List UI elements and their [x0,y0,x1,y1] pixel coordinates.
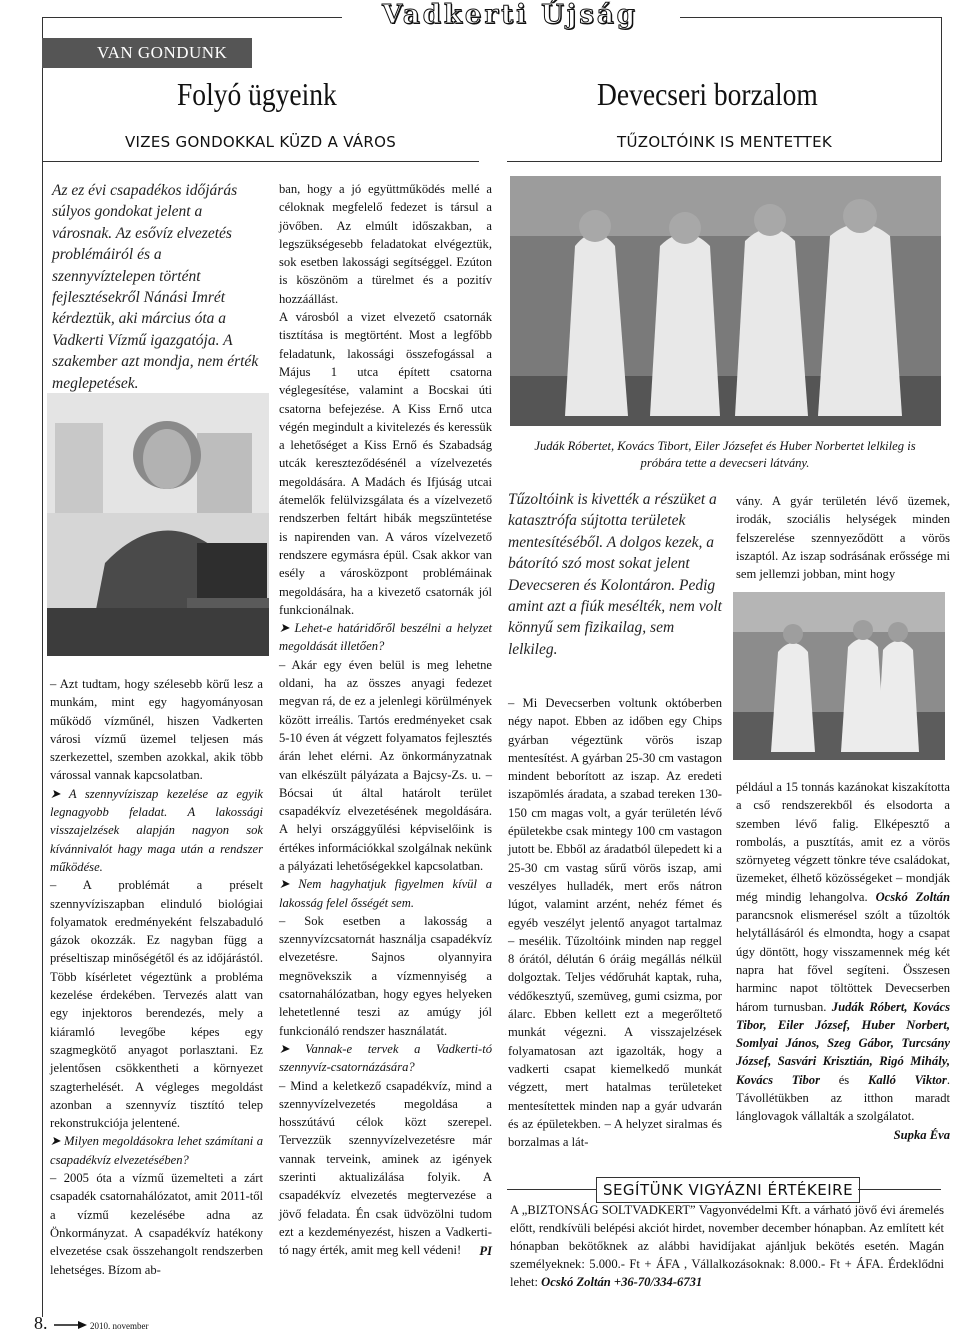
col2-question-2: ➤ Nem hagyhatjuk figyelmen kívül a lakosság felel ősségét sem. [279,877,492,910]
col1-question-1: ➤ A szennyvíziszap kezelése az egyik legnagyobb feladat. A lakossági visszajelzések alapján nagyon sok kívánnivalót hagy maga után a rendszer működése. [50,786,263,874]
right-kicker: TŰZOLTÓINK IS MENTETTEK [617,133,833,151]
notice-text: A „BIZTONSÁG SOLTVADKERT” Vagyonvédelmi Kft. a várható jövő évi áremelés előtt, rendkívüli belépési akciót hirdet, november december hónapban. Az említett két hónapban bekötőknek az alábbi havidíjakat ajánljuk bekötés esetén. Magán személyeknek: 5.000.- Ft + ÁFA , Vállalkozásoknak: 8.000.- Ft + ÁFA. Érdeklődni lehet: [510,1203,944,1289]
footer-arrow-icon [54,1320,88,1330]
col2-para-2: A városból a vizet elvezető csatornák tisztítása is megtörtént. Most a legfőbb feladatunk, lakossági összefogással a Május 1 utca épített csatorna véglegesítése, valamint a Bocskai úti csatorna befejezése. A Kiss Ernő utca végén megindult a kivitelezés és keressük a lehetőséget a Kiss Ernő és Szabadság utcák kereszteződésénél a vízelvezetés megoldására. A Madách és Ifjúság utcai átemelők felülvizsgálata és a vízelvezető rendszerben feltárt hibák megszüntetése is napirenden van. A város vízelvezető rendszere egymásra épül. Csak akkor van esély a városközpont problémáinak megoldására, ha a kivezető csatornák jól funkcionálnak. [279,310,492,617]
right-article-col4-top: vány. A gyár területén lévő üzemek, irodák, szociális helységek minden felszerelése szennyeződött a vörös iszaptól. Az iszap sodrásának erőssége mi sem jellemzi jobban, mint hogy [736,494,950,582]
col4-names-team: Judák Róbert, Kovács Tibor, Eiler József, Huber Norbert, Somlyai János, Szeg Gábor, Turcsány József, Sasvári Krisztián, Rigó Mihály, Kovács Tibor [736,999,950,1087]
col1-para-1: – Azt tudtam, hogy szélesebb körű lesz a munkám, mint egy hagyományosan működő vízműnél, hiszen Vadkerten városi vízmű üzemel teljesen más szerkezettel, szemben azokkal, akik több várossal vannak kapcsolatban. [50,677,263,783]
col2-question-1: ➤ Lehet-e határidőről beszélni a helyzet megoldását illetően? [279,621,492,654]
notice-contact: Ocskó Zoltán +36-70/334-6731 [541,1275,703,1289]
left-header-rule [42,161,479,162]
col2-para-4: – Sok esetben a lakosság a szennyvízcsatornát használja csapadékvíz elvezetésre. Sajnos olyannyira megnövekszik a vízmennyiség a csatornahálózatban, hogy egyes helyeken lehetetlenné teszi az amúgy jól funkcionáló rendszer használatát. [279,913,492,1038]
right-signature: Supka Éva [893,1127,950,1142]
left-article-col1 [50,675,263,1279]
top-rule-left [42,17,342,18]
cleanup-photo-image [733,592,945,760]
portrait-photo-image [47,393,269,656]
col4-bottom-text: például a 15 tonnás kazánokat kiszakította a cső rendszerekből és elsodorta a szemben lévő falig. Elképesztő a rombolás, a pusztítás, amit ez a vörös szörnyeteg végzett tönkre téve családokat, üzemeket, élhető közösségeket – mondják még mindig lehangolva. [736,780,950,904]
right-article-col4-bottom [736,778,950,1144]
firefighters-photo-image [510,176,941,426]
left-lead: Az ez évi csapadékos időjárás súlyos gondokat jelent a városnak. Az esővíz elvezetés problémáiról és a szennyvíztelepen történt fejlesztésekről Nánási Imrét kérdeztük, aki március óta a Vadkerti Vízmű igazgatója. A szakember azt mondja, nem érték meglepetések. [52,182,259,392]
col4-and: és [838,1072,850,1087]
col2-question-3: ➤ Vannak-e tervek a Vadkerti-tó szennyvíz-csatornázására? [279,1041,492,1075]
cleanup-photo [733,592,945,760]
left-signature: PI [479,1243,492,1258]
col2-para-3: – Akár egy éven belül is meg lehetne oldani, ha az összes anyagi fedezet megvan rá, de ez a jelenlegi körülmények között irreális. Tartós eredményeket csak 5-10 éven át végzett folyamatos fejlesztés árán lehet elérni. Az önkormányzatnak van elkészült pályázata a Bajcsy-Zs. u. – Bócsai út által határolt terület csapadékvíz elvezetésének megoldására. A helyi országgyűlési képviselőink is értékes információkkal szolgálnak nekünk a pályázati lehetőségekkel kapcsolatban. [279,657,492,873]
col4-mid-text: parancsnok elismerésel szólt a tűzoltók helytállásáról és elmondta, hogy a csapat úgy döntött, hogy visszamennek még két napra hat fővel segíteni. Összesen harminc napot töltöttek Devecserben három turnusban. [736,908,950,1014]
right-article-col3: – Mi Devecserben voltunk októberben négy napot. Ebben az időben egy Chips gyárban végeztünk vörös iszap mentesítést. A gyárban 25-30 cm vastagon mindent beborított az iszap. Az eredeti iszapömlés áradata, a szabad tereken 130-150 cm magas volt, a gyár területén lévő épületekbe csak mintegy 100 cm vastagon jutott be. Ebből az áradatból ülepedett ki a 25-30 cm vastag sűrű vörös iszap, ami veszélyes hulladék, mert erős nátron lúgot, valamint arzént, nehéz fémet és egyéb veszélyt jelentő anyagot tartalmaz – mesélik. Tűzoltóink minden nap reggel 8 órától, délután 6 óráig megállás nélkül dolgoztak. Teljes védőruhát kaptak, ruha, védőkesztyű, szemüveg, gumi csizma, por álarc. Ebben kellett ezt a megerőltető munkát végezni. A visszajelzések folyamatosan azt igazolták, hogy a vadkerti csapat kiemelkedő munkát végzett, mert hatalmas területeket mentesítettek minden nap a gyár udvarán és az épületekben. – A helyzet siralmas és borzalmas a lát- [508,696,722,1150]
portrait-photo [47,393,269,656]
col1-question-2: ➤ Milyen megoldásokra lehet számítani a csapadékvíz elvezetésében? [50,1134,263,1167]
issue-date: 2010. november [90,1321,149,1331]
col4-name-last: Kalló Viktor [867,1072,947,1087]
notice-rule-right [858,1189,941,1190]
masthead: Vadkerti Újság [382,0,638,30]
left-article-col2 [279,180,492,1260]
notice-body [510,1201,944,1291]
left-frame-rule [42,17,43,1317]
page-number: 8. [34,1313,48,1333]
firefighters-photo [510,176,941,426]
firefighters-photo-caption: Judák Róbertet, Kovács Tibort, Eiler Józsefet és Huber Norbertet lelkileg is próbára tette a devecseri látvány. [534,439,916,470]
right-frame-rule [941,17,942,162]
left-headline: Folyó ügyeink [177,76,337,112]
left-kicker: VIZES GONDOKKAL KÜZD A VÁROS [125,133,397,151]
section-tag: VAN GONDUNK [42,38,252,68]
col2-para-1: ban, hogy a jó együttműködés mellé a céloknak megfelelő fedezet is társul a jövőben. Az elmúlt időszakban, a legszükségesebb feladatokat elvégeztük, sok esetben lakossági segítséggel. Ezúton is köszönöm a türelmet és a pozitív hozzáállást. [279,182,492,306]
right-lead: Tűzoltóink is kivették a részüket a katasztrófa sújtotta területek mentesítéséből. A dolgos kezek, a bátorító szó most sokat jelent Devecseren és Kolontáron. Pedig amint azt a fiúk mesélték, nem volt könnyű sem fizikailag, sem lelkileg. [508,491,722,658]
col4-end-text: . Távollétükben az itthon maradt lánglovagok vállalták a szolgálatot. [736,1072,950,1124]
right-header-rule [507,161,941,162]
notice-rule-left [507,1189,596,1190]
col1-para-3: – 2005 óta a vízmű üzemelteti a zárt csapadék csatornahálózatot, amit 2011-től a vízmű kezelésébe adna az Önkormányzat. A csapadékvíz hatékony elvezetése csak összehangolt rendszerben lehetséges. Bízom ab- [50,1171,263,1277]
col4-name-commander: Ocskó Zoltán [875,889,950,904]
right-headline: Devecseri borzalom [597,76,818,112]
col2-para-5: – Mind a keletkező csapadékvíz, mind a szennyvízelvezetés megoldása a hosszútávú célok közt szerepel. Tervezzük szennyvízelvezetésre már vannak terveink, aminek az igények szerinti aktualizálása folyik. A csapadékvíz elvezetés megtervezése a jövő feladata. Én csak üdvözölni tudom ezt a kezdeményezést, hiszen a Vadkerti-tó nagy érték, amit meg kell védeni! [279,1078,492,1258]
col1-para-2: – A problémát a préselt szennyvíziszapban elinduló biológiai folyamatok eredményeként felszabaduló gázok okozzák. Ez nagyban függ a préseltiszap minőségétől és az időjárástól. Több kísérletet végeztünk a probléma kezelése érdekében. Tervezés alatt van egy injektoros berendezés, mely a kiáramló levegőbe képes egy szagmegkötő anyagot porlasztani. Ez jelentősen csökkentheti a környezet szagterhelését. A végleges megoldást azonban a szennyvíz tisztító telep rekonstrukciója jelentené. [50,878,263,1131]
notice-title: SEGÍTÜNK VIGYÁZNI ÉRTÉKEIRE [596,1177,860,1203]
